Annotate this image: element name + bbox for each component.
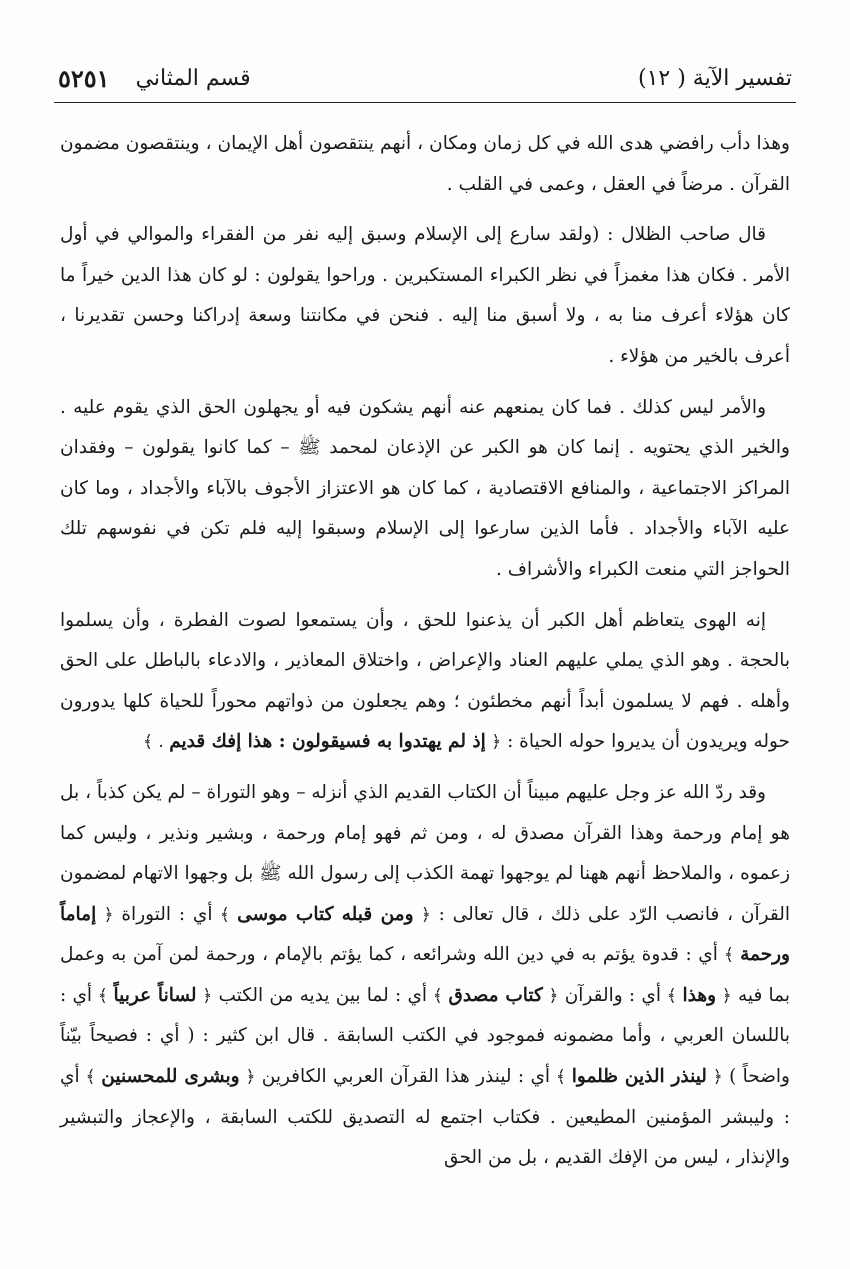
quran-quote: وبشرى للمحسنين (101, 1066, 240, 1088)
quran-bracket: ﴿ (542, 985, 559, 1006)
quran-quote: كتاب مصدق (448, 984, 543, 1006)
text-run: وقد ردّ الله عز وجل عليهم مبيناً أن الكتاب القديم الذي أنزله – وهو التوراة – لم يكن كذباً ، بل هو إمام ورحمة وهذا القرآن مصدق له ، ومن ثم فهو إمام ورحمة ، وبشير ونذير ، وليس كما زعموه ، والملاحظ أنهم ههنا لم يوجهوا تهمة الكذب إلى رسول الله ﷺ بل وجهوا الاتهام لمضمون القرآن ، فانصب الرّد على ذلك ، قال تعالى : (60, 781, 790, 925)
quran-quote: لينذر الذين ظلموا (571, 1066, 707, 1088)
quran-quote: إذ لم يهتدوا به فسيقولون : هذا إفك قديم (169, 731, 486, 753)
quran-bracket: ﴾ (212, 904, 238, 925)
text-run: إنه الهوى يتعاظم أهل الكبر أن يذعنوا للحق ، وأن يستمعوا لصوت الفطرة ، وأن يسلموا بالحجة . وهو الذي يملي عليهم العناد والإعراض ، واختلاق المعاذير ، والادعاء بالباطل على الحق وأهله . فهم لا يسلمون أبداً أنهم مخطئون ؛ وهم يجعلون من ذواتهم محوراً للحياة كلها يدورون حوله ويريدون أن يديروا حوله الحياة : (60, 609, 790, 753)
section-title: قسم المثاني (135, 65, 251, 91)
text-run: أي : لما بين يديه من الكتب (212, 984, 428, 1006)
quran-bracket: ﴾ (427, 985, 449, 1006)
quran-bracket: ﴿ (239, 1067, 256, 1088)
paragraph-1 (60, 124, 790, 205)
text-run: أي : التوراة (113, 903, 213, 925)
text-run: والأمر ليس كذلك . فما كان يمنعهم عنه أنهم يشكون فيه أو يجهلون الحق الذي يقوم عليه . والخير الذي يحتويه . إنما كان هو الكبر عن الإذعان لمحمد ﷺ – كما كانوا يقولون – وفقدان المراكز الاجتماعية ، والمنافع الاقتصادية ، كما كان هو الاعتزاز الأجوف بالآباء والأجداد ، وما كان عليه الآباء والأجداد . فأما الذين سارعوا إلى الإسلام وسبقوا إليه فلم تكن في نفوسهم تلك الحواجز التي منعت الكبراء والأشراف . (60, 396, 790, 580)
quran-bracket: ﴿ (485, 732, 502, 753)
running-title: تفسير الآية ( ١٢) (637, 65, 792, 91)
quran-bracket: ﴿ (196, 985, 213, 1006)
paragraph-4 (60, 601, 790, 763)
page-header (58, 58, 792, 98)
text-run: أي : باللسان العربي ، وأما مضمونه فموجود في الكتب السابقة . قال ابن كثير : ( أي : فصيحاً بيّناً واضحاً ) (60, 984, 790, 1088)
quran-bracket: ﴿ (716, 985, 732, 1006)
text-run: قال صاحب الظلال : (ولقد سارع إلى الإسلام وسبق إليه نفر من الفقراء والموالي في أول الأمر . فكان هذا مغمزاً في نظر الكبراء المستكبرين . وراحوا يقولون : لو كان هذا الدين خيراً ما كان هؤلاء أعرف منا به ، ولا أسبق منا إليه . فنحن في مكانتنا وسعة إدراكنا وحسن تقديرنا ، أعرف بالخير من هؤلاء . (60, 224, 790, 367)
text-run: أي : قدوة يؤتم به في دين الله وشرائعه ، كما يؤتم بالإمام ، ورحمة لمن آمن به وعمل بما فيه (60, 944, 791, 1006)
header-rule (54, 102, 796, 103)
quran-bracket: ﴾ (661, 985, 683, 1006)
paragraph-3 (60, 388, 790, 591)
text-run: أي : لينذر هذا القرآن العربي الكافرين (255, 1066, 551, 1088)
body-text (60, 124, 790, 1189)
quran-quote: لساناً عربياً (113, 984, 197, 1006)
quran-bracket: ﴾ (550, 1067, 572, 1088)
quran-bracket: ﴾ (92, 985, 114, 1006)
header-left-group (58, 64, 251, 93)
quran-bracket: ﴾ (79, 1067, 102, 1088)
text-run: أي : والقرآن (558, 984, 662, 1006)
quran-bracket: . ﴾ (143, 732, 170, 753)
quran-quote: ومن قبله كتاب موسى (237, 903, 414, 925)
text-run: أي : وليبشر المؤمنين المطيعين . فكتاب اجتمع له التصديق للكتب السابقة ، والإعجاز والتبشير والإنذار ، ليس من الإفك القديم ، بل من الحق (60, 1066, 790, 1169)
paragraph-2 (60, 215, 790, 377)
quran-bracket: ﴾ (717, 945, 741, 966)
quran-bracket: ﴿ (413, 904, 431, 925)
quran-bracket: ﴿ (96, 904, 114, 925)
paragraph-5 (60, 773, 790, 1179)
page-number: ٥٢٥١ (58, 63, 110, 93)
quran-quote: وهذا (682, 984, 717, 1006)
quran-quote: إماماً ورحمة (60, 903, 790, 966)
text-run: وهذا دأب رافضي هدى الله في كل زمان ومكان ، أنهم ينتقصون أهل الإيمان ، وينتقصون مضمون القرآن . مرضاً في العقل ، وعمى في القلب . (60, 133, 790, 195)
quran-bracket: ﴿ (706, 1067, 723, 1088)
